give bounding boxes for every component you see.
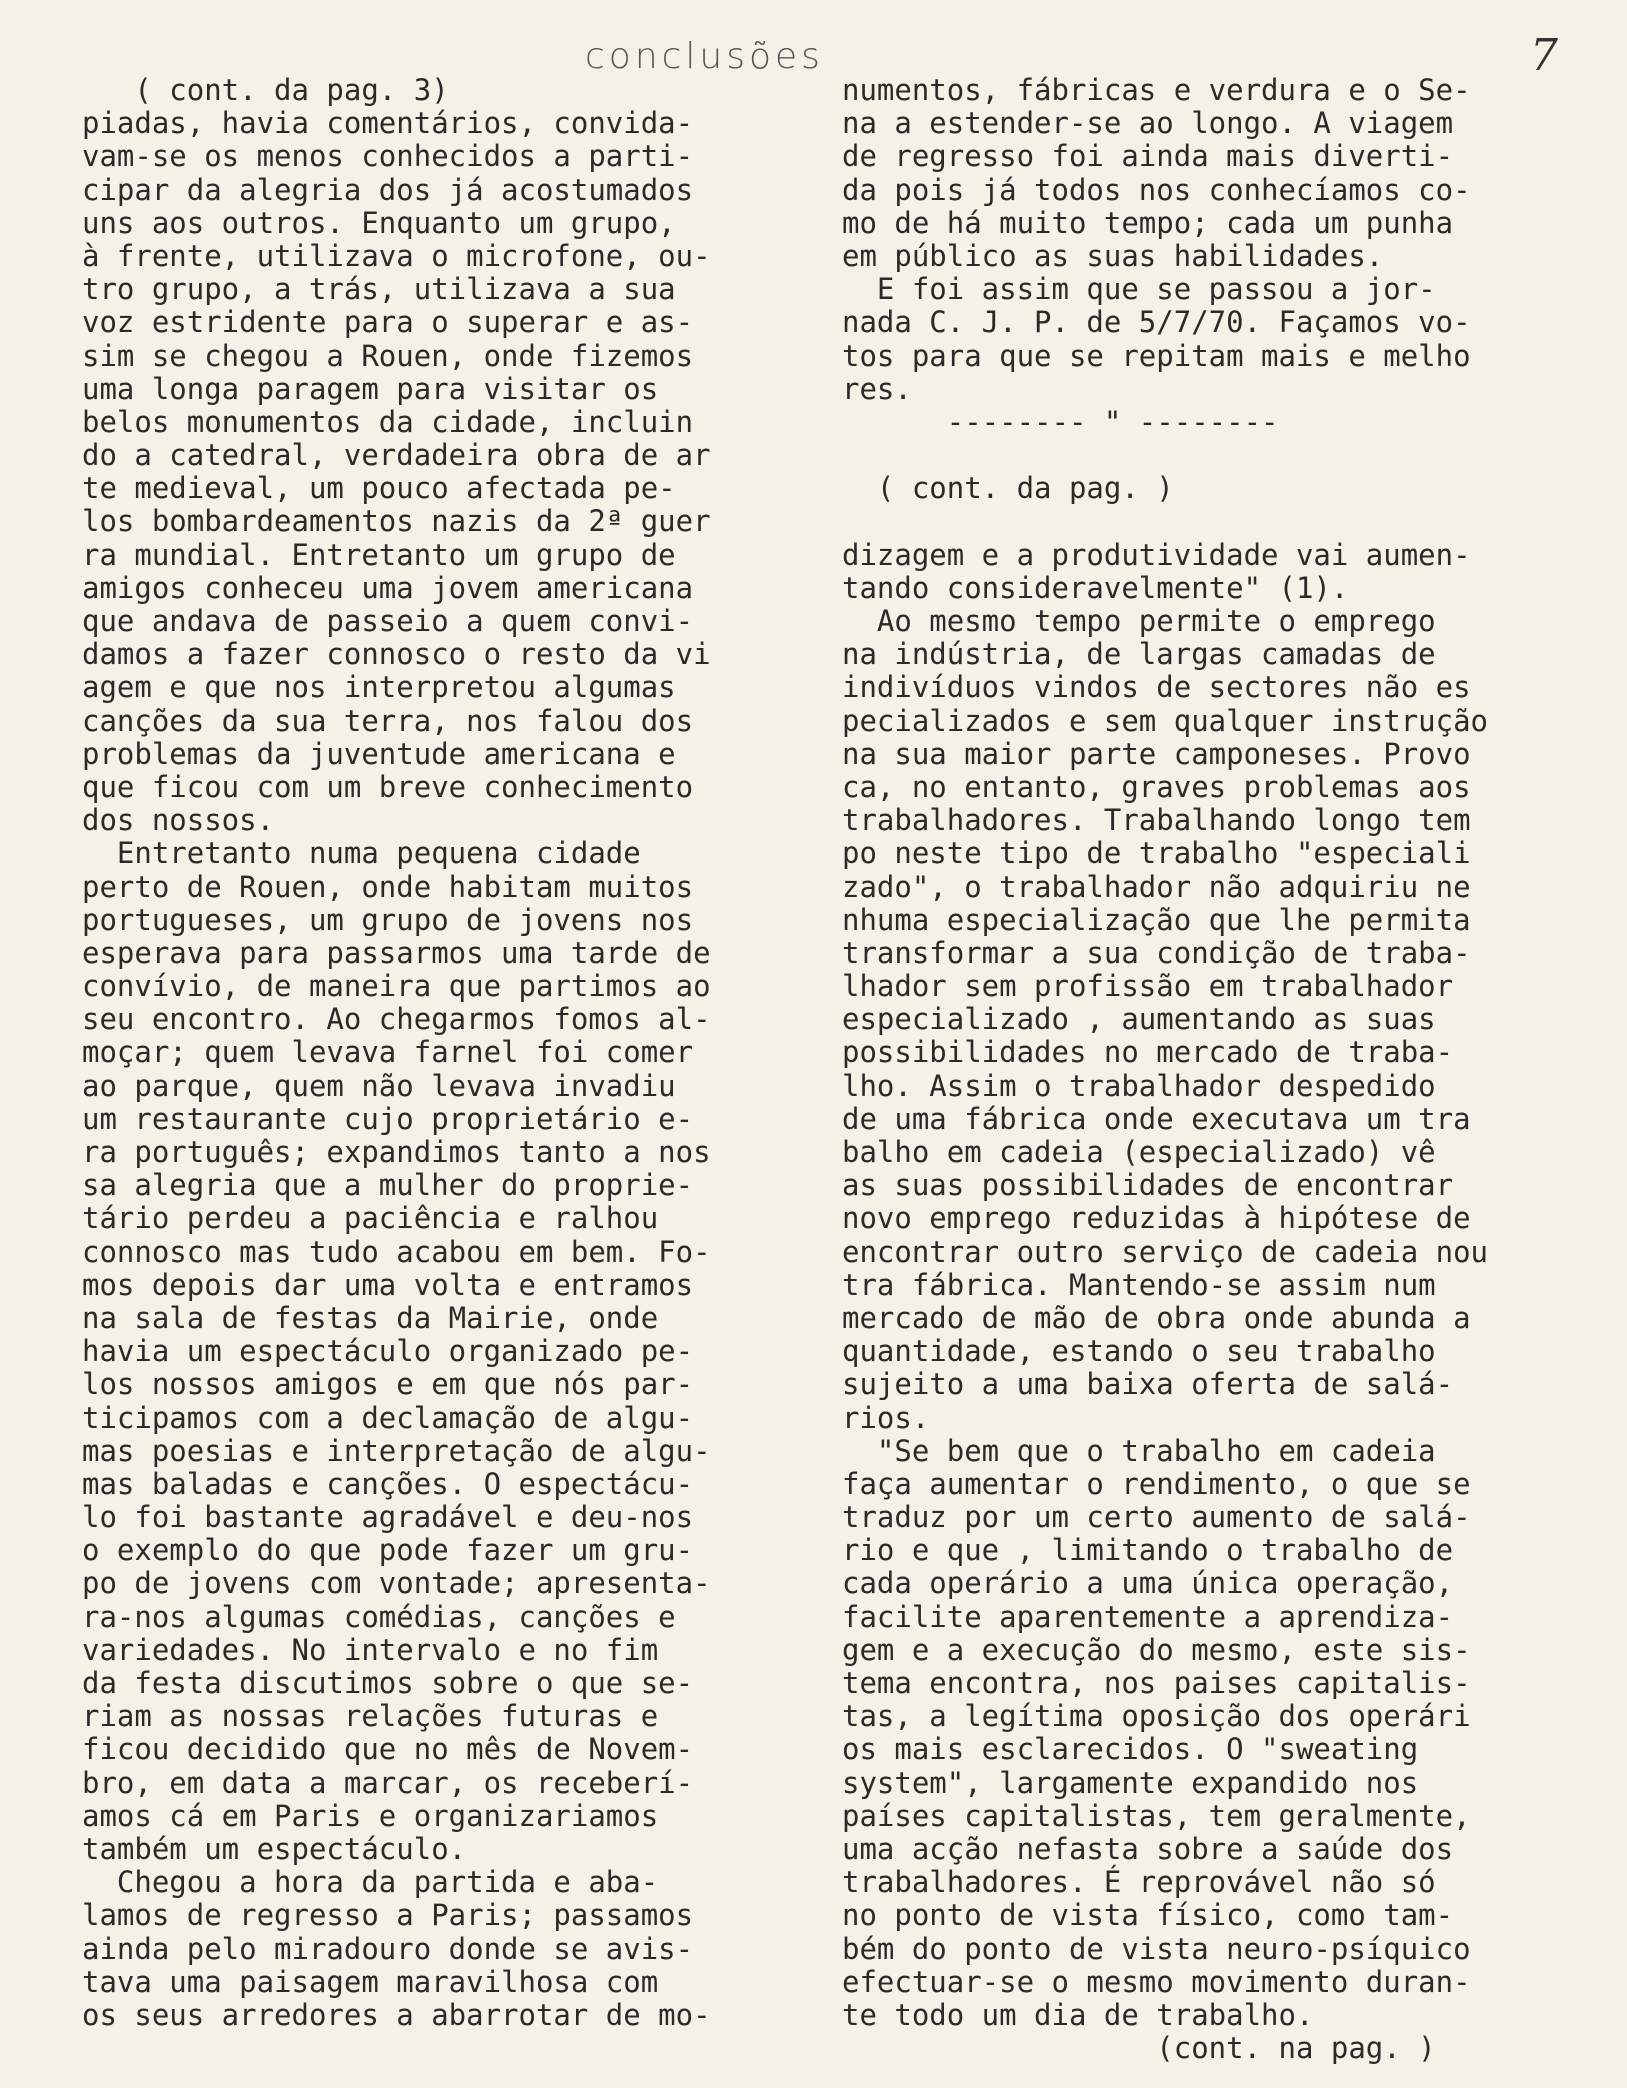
text-line: po neste tipo de trabalho "especiali: [842, 836, 1471, 871]
text-line: po de jovens com vontade; apresenta-: [82, 1566, 711, 1601]
text-line: em público as suas habilidades.: [842, 238, 1384, 273]
text-line: ca, no entanto, graves problemas aos: [842, 769, 1471, 804]
text-line: riam as nossas relações futuras e: [82, 1699, 659, 1734]
left-text-column: [82, 74, 842, 2032]
text-line: de uma fábrica onde executava um tra: [842, 1101, 1471, 1136]
text-line: pecializados e sem qualquer instrução: [842, 703, 1489, 738]
text-line: os seus arredores a abarrotar de mo-: [82, 1997, 711, 2032]
text-line: lho. Assim o trabalhador despedido: [842, 1068, 1436, 1103]
text-line: amos cá em Paris e organizariamos: [82, 1798, 659, 1833]
text-line: amigos conheceu uma jovem americana: [82, 570, 694, 605]
text-line: zado", o trabalhador não adquiriu ne: [842, 869, 1471, 904]
text-line: ra mundial. Entretanto um grupo de: [82, 537, 676, 572]
text-line: que andava de passeio a quem convi-: [82, 604, 694, 638]
text-line: da pois já todos nos conhecíamos co-: [842, 172, 1471, 207]
text-line: moçar; quem levava farnel foi comer: [82, 1035, 694, 1070]
text-line: novo emprego reduzidas à hipótese de: [842, 1201, 1471, 1236]
text-line: faça aumentar o rendimento, o que se: [842, 1466, 1471, 1501]
text-line: na indústria, de largas camadas de: [842, 637, 1436, 672]
text-line: possibilidades no mercado de traba-: [842, 1035, 1454, 1070]
text-line: los bombardeamentos nazis da 2ª guer: [82, 504, 711, 539]
text-line: nada C. J. P. de 5/7/70. Façamos vo-: [842, 305, 1471, 340]
text-line: à frente, utilizava o microfone, ou-: [82, 238, 711, 273]
text-line: lo foi bastante agradável e deu-nos: [82, 1500, 694, 1535]
text-line: [842, 439, 1602, 472]
text-line: uma longa paragem para visitar os: [82, 371, 659, 406]
text-line: problemas da juventude americana e: [82, 736, 676, 771]
text-line: os mais esclarecidos. O "sweating: [842, 1732, 1419, 1767]
text-line: ticipamos com a declamação de algu-: [82, 1400, 694, 1435]
text-line: bro, em data a marcar, os receberí-: [82, 1765, 694, 1800]
text-line: cipar da alegria dos já acostumados: [82, 172, 694, 207]
text-line: voz estridente para o superar e as-: [82, 305, 694, 340]
text-line: belos monumentos da cidade, incluin: [82, 404, 694, 439]
text-line: na sala de festas da Mairie, onde: [82, 1300, 659, 1335]
text-line: lamos de regresso a Paris; passamos: [82, 1898, 694, 1933]
text-line: lhador sem profissão em trabalhador: [842, 969, 1454, 1004]
text-line: balho em cadeia (especializado) vê: [842, 1135, 1436, 1169]
text-line: mos depois dar uma volta e entramos: [82, 1267, 694, 1302]
text-line: tos para que se repitam mais e melho: [842, 338, 1471, 373]
handwritten-header-title: conclusões: [585, 36, 824, 77]
text-line: trabalhadores. É reprovável não só: [842, 1865, 1436, 1900]
right-text-column: [842, 74, 1602, 2065]
text-line: gem e a execução do mesmo, este sis-: [842, 1632, 1471, 1667]
text-line: ra português; expandimos tanto a nos: [82, 1135, 711, 1169]
text-line: piadas, havia comentários, convida-: [82, 106, 694, 141]
text-line: tário perdeu a paciência e ralhou: [82, 1201, 659, 1236]
text-line: system", largamente expandido nos: [842, 1765, 1419, 1800]
text-line: damos a fazer connosco o resto da vi: [82, 637, 711, 672]
text-line: ao parque, quem não levava invadiu: [82, 1068, 676, 1103]
text-line: na a estender-se ao longo. A viagem: [842, 106, 1454, 141]
text-line: mo de há muito tempo; cada um punha: [842, 205, 1454, 240]
text-line: o exemplo do que pode fazer um gru-: [82, 1533, 694, 1568]
text-line: sujeito a uma baixa oferta de salá-: [842, 1367, 1454, 1402]
text-line: trabalhadores. Trabalhando longo tem: [842, 803, 1471, 838]
text-line: uns aos outros. Enquanto um grupo,: [82, 205, 676, 240]
text-line: mas baladas e canções. O espectácu-: [82, 1466, 694, 1501]
text-line: as suas possibilidades de encontrar: [842, 1168, 1454, 1203]
text-line: ainda pelo miradouro donde se avis-: [82, 1931, 694, 1966]
text-line: tra fábrica. Mantendo-se assim num: [842, 1267, 1436, 1302]
text-line: los nossos amigos e em que nós par-: [82, 1367, 694, 1402]
text-line: tando consideravelmente" (1).: [842, 570, 1349, 605]
text-line: do a catedral, verdadeira obra de ar: [82, 438, 711, 473]
text-line: indivíduos vindos de sectores não es: [842, 670, 1471, 705]
text-line: nhuma especialização que lhe permita: [842, 902, 1471, 937]
text-line: ra-nos algumas comédias, canções e: [82, 1599, 676, 1634]
text-line: uma acção nefasta sobre a saúde dos: [842, 1831, 1454, 1866]
page-number: 7: [1530, 30, 1558, 81]
text-line: tro grupo, a trás, utilizava a sua: [82, 272, 676, 307]
text-line: na sua maior parte camponeses. Provo: [842, 736, 1471, 771]
text-line: te todo um dia de trabalho.: [842, 1997, 1314, 2032]
text-line: Entretanto numa pequena cidade: [82, 836, 641, 871]
text-line: que ficou com um breve conhecimento: [82, 769, 694, 804]
text-line: no ponto de vista físico, como tam-: [842, 1898, 1454, 1933]
text-line: esperava para passarmos uma tarde de: [82, 935, 711, 970]
text-line: Ao mesmo tempo permite o emprego: [842, 604, 1436, 638]
text-line: (cont. na pag. ): [842, 2031, 1436, 2066]
text-line: numentos, fábricas e verdura e o Se-: [842, 73, 1471, 107]
text-line: havia um espectáculo organizado pe-: [82, 1334, 694, 1369]
text-line: Chegou a hora da partida e aba-: [82, 1865, 659, 1900]
text-line: efectuar-se o mesmo movimento duran-: [842, 1964, 1471, 1999]
text-line: países capitalistas, tem geralmente,: [842, 1798, 1471, 1833]
text-line: tas, a legítima oposição dos operári: [842, 1699, 1471, 1734]
text-line: traduz por um certo aumento de salá-: [842, 1500, 1471, 1535]
text-line: variedades. No intervalo e no fim: [82, 1632, 659, 1667]
text-line: sim se chegou a Rouen, onde fizemos: [82, 338, 694, 373]
text-line: agem e que nos interpretou algumas: [82, 670, 676, 705]
text-line: E foi assim que se passou a jor-: [842, 272, 1436, 307]
text-line: tava uma paisagem maravilhosa com: [82, 1964, 659, 1999]
text-line: [842, 505, 1602, 538]
text-line: transformar a sua condição de traba-: [842, 935, 1471, 970]
text-line: de regresso foi ainda mais diverti-: [842, 139, 1454, 174]
text-line: "Se bem que o trabalho em cadeia: [842, 1433, 1436, 1468]
text-line: mercado de mão de obra onde abunda a: [842, 1300, 1471, 1335]
text-line: bém do ponto de vista neuro-psíquico: [842, 1931, 1471, 1966]
text-line: convívio, de maneira que partimos ao: [82, 969, 711, 1004]
text-line: dos nossos.: [82, 803, 275, 838]
text-line: encontrar outro serviço de cadeia nou: [842, 1234, 1489, 1269]
text-line: cada operário a uma única operação,: [842, 1566, 1454, 1601]
text-line: também um espectáculo.: [82, 1831, 467, 1866]
text-line: seu encontro. Ao chegarmos fomos al-: [82, 1002, 711, 1037]
text-line: res.: [842, 371, 912, 406]
text-line: da festa discutimos sobre o que se-: [82, 1666, 694, 1700]
text-line: rios.: [842, 1400, 930, 1435]
text-line: dizagem e a produtividade vai aumen-: [842, 537, 1471, 572]
text-line: quantidade, estando o seu trabalho: [842, 1334, 1436, 1369]
text-line: ( cont. da pag. ): [842, 471, 1174, 506]
text-line: vam-se os menos conhecidos a parti-: [82, 139, 694, 174]
text-line: portugueses, um grupo de jovens nos: [82, 902, 694, 937]
text-line: facilite aparentemente a aprendiza-: [842, 1599, 1454, 1634]
text-line: -------- " --------: [842, 404, 1279, 439]
text-line: mas poesias e interpretação de algu-: [82, 1433, 711, 1468]
text-line: perto de Rouen, onde habitam muitos: [82, 869, 694, 904]
text-line: canções da sua terra, nos falou dos: [82, 703, 694, 738]
text-line: connosco mas tudo acabou em bem. Fo-: [82, 1234, 711, 1269]
text-line: tema encontra, nos paises capitalis-: [842, 1666, 1471, 1700]
text-line: rio e que , limitando o trabalho de: [842, 1533, 1454, 1568]
text-line: sa alegria que a mulher do proprie-: [82, 1168, 694, 1203]
text-line: te medieval, um pouco afectada pe-: [82, 471, 676, 506]
text-line: ( cont. da pag. 3): [82, 73, 449, 107]
text-line: um restaurante cujo proprietário e-: [82, 1101, 694, 1136]
text-line: especializado , aumentando as suas: [842, 1002, 1436, 1037]
text-line: ficou decidido que no mês de Novem-: [82, 1732, 694, 1767]
